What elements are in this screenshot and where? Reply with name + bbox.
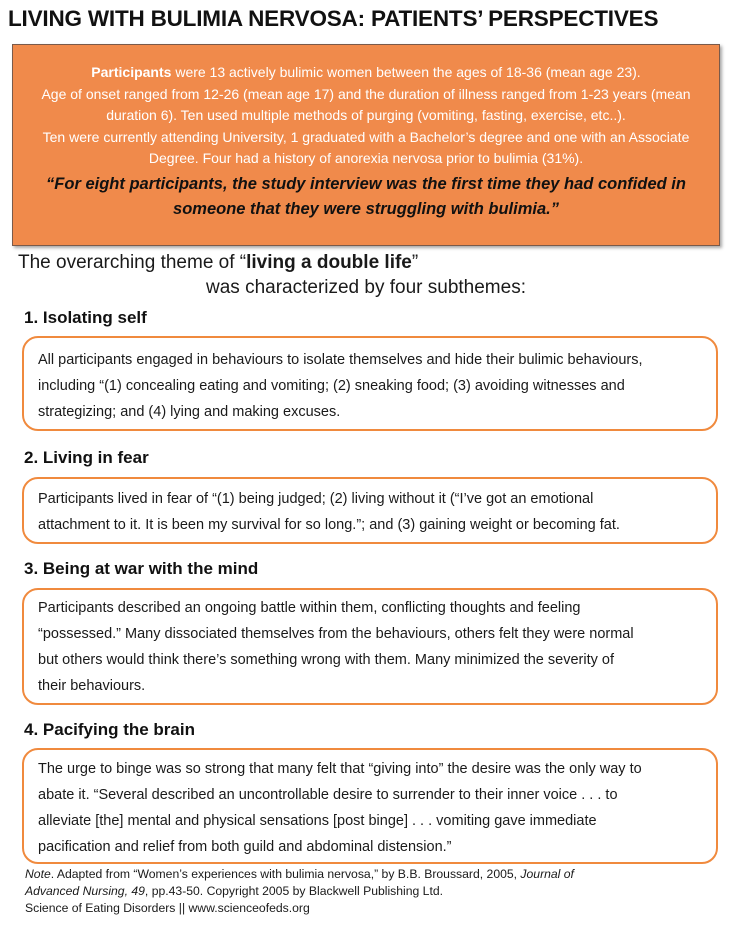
overarching-theme-line-1 [18,252,418,274]
subtheme-1-line: strategizing; and (4) lying and making excuses. [38,404,341,420]
subtheme-box-living-in-fear [22,477,718,544]
subtheme-heading-living-in-fear: 2. Living in fear [24,448,149,467]
participants-summary-box [12,44,720,246]
intro-line-2: Age of onset ranged from 12-26 (mean age 17) and the duration of illness ranged from 1-23 years (mean [41,85,691,102]
highlight-quote-line-1: “For eight participants, the study interview was the first time they had confided in [46,174,686,193]
intro-line-3: duration 6). Ten used multiple methods of purging (vomiting, fasting, exercise, etc..). [106,107,626,123]
intro-line-5: Degree. Four had a history of anorexia nervosa prior to bulimia (31%). [148,150,584,166]
citation-line-1 [25,866,574,883]
journal-name-part-2: Advanced Nursing, 49 [25,884,145,898]
citation-text-1: . Adapted from “Women’s experiences with bulimia nervosa,” by B.B. Broussard, 2005, [50,867,521,881]
theme-emphasis: living a double life [246,252,412,273]
highlight-quote-line-2: someone that they were struggling with bulimia.” [173,199,559,218]
subtheme-box-pacifying-brain [22,748,718,864]
journal-name-part-1: Journal of [520,867,574,881]
subtheme-3-line: but others would think there’s something wrong with them. Many minimized the severity of [38,652,614,668]
subtheme-heading-war-with-mind: 3. Being at war with the mind [24,559,259,578]
subtheme-heading-isolating-self: 1. Isolating self [24,308,147,327]
subtheme-3-line: “possessed.” Many dissociated themselves from the behaviours, others felt they were normal [38,626,634,642]
subtheme-box-war-with-mind [22,588,718,705]
subtheme-1-line: All participants engaged in behaviours to isolate themselves and hide their bulimic behaviours, [38,352,643,368]
citation-line-2 [25,883,574,900]
note-label: Note [25,867,51,881]
source-credit: Science of Eating Disorders || www.scienceofeds.org [25,901,310,915]
overarching-theme-line-2: was characterized by four subthemes: [206,277,526,298]
citation-footer [25,866,574,917]
subtheme-4-line: alleviate [the] mental and physical sensations [post binge] . . . vomiting gave immediate [38,813,597,829]
citation-text-2: , pp.43-50. Copyright 2005 by Blackwell Publishing Ltd. [144,884,444,898]
subtheme-4-line: The urge to binge was so strong that many felt that “giving into” the desire was the only way to [38,761,642,777]
intro-line-1 [21,62,711,84]
subtheme-3-line: their behaviours. [38,678,146,694]
subtheme-4-line: pacification and relief from both guild and abdominal distension.” [38,839,452,855]
subtheme-3-line: Participants described an ongoing battle within them, conflicting thoughts and feeling [38,600,581,616]
subtheme-2-line: attachment to it. It is been my survival for so long.”; and (3) gaining weight or becoming fat. [38,517,620,533]
subtheme-box-isolating-self [22,336,718,431]
subtheme-heading-pacifying-brain: 4. Pacifying the brain [24,720,195,739]
participants-label: Participants [91,64,172,80]
theme-line-1-end: ” [411,252,419,273]
subtheme-2-line: Participants lived in fear of “(1) being judged; (2) living without it (“I’ve got an emotional [38,491,594,507]
page-title: LIVING WITH BULIMIA NERVOSA: PATIENTS’ PERSPECTIVES [8,6,659,31]
intro-line-4: Ten were currently attending University, 1 graduated with a Bachelor’s degree and one with an Associate [42,128,690,145]
intro-line-1-text: were 13 actively bulimic women between the ages of 18-36 (mean age 23). [171,64,641,80]
subtheme-1-line: including “(1) concealing eating and vomiting; (2) sneaking food; (3) avoiding witnesses and [38,378,625,394]
subtheme-4-line: abate it. “Several described an uncontrollable desire to surrender to their inner voice . . . to [38,787,618,803]
theme-line-1-start: The overarching theme of “ [18,252,247,273]
